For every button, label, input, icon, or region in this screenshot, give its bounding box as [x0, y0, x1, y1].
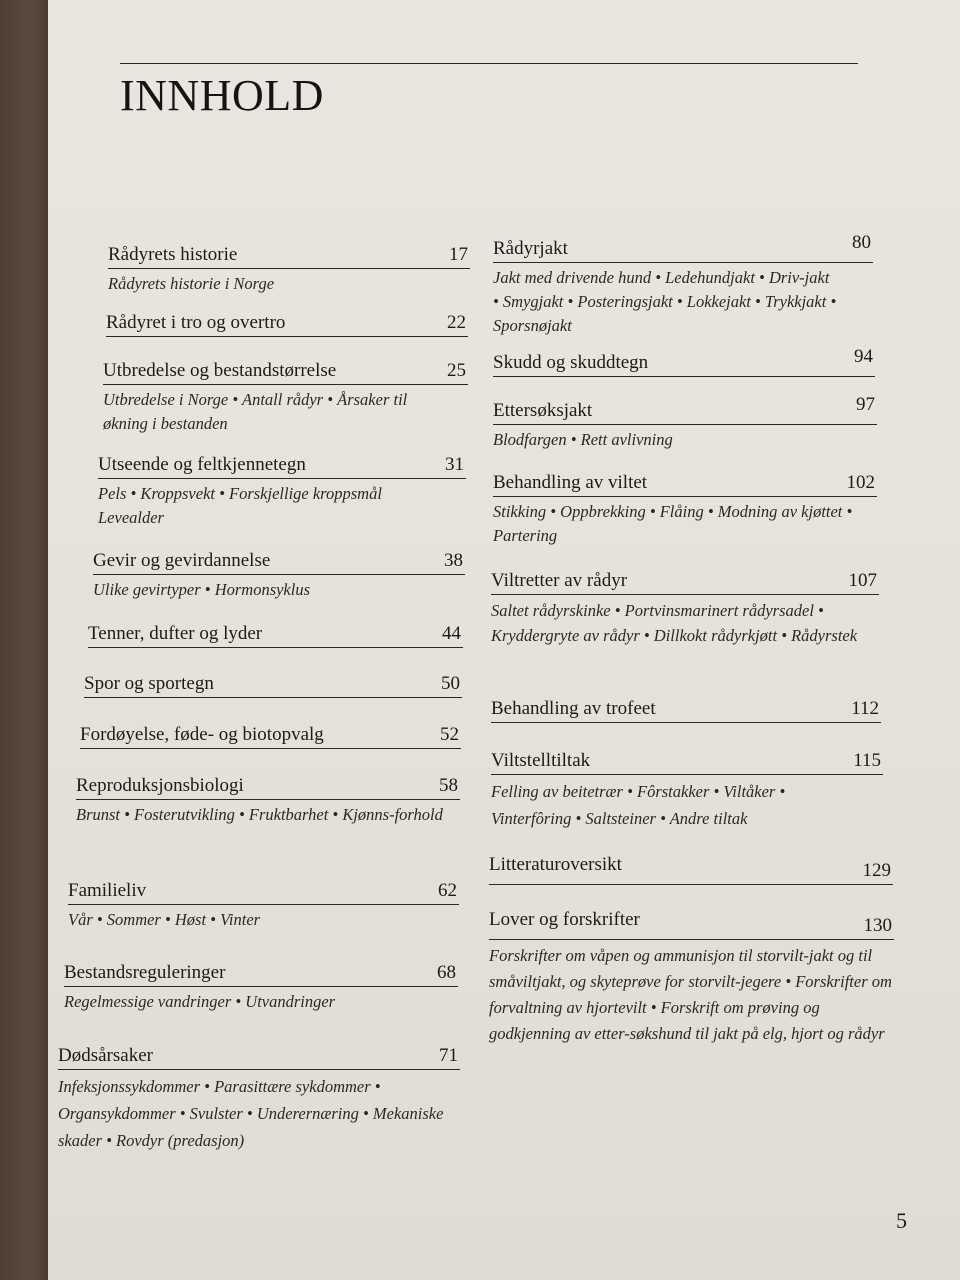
entry-title: Spor og sportegn	[84, 673, 214, 694]
entry-page-number: 62	[438, 880, 457, 901]
entry-title: Behandling av trofeet	[491, 698, 656, 719]
entry-subtopics: Vår • Sommer • Høst • Vinter	[68, 910, 261, 929]
top-rule	[120, 63, 858, 64]
toc-entry-reproduksjon[interactable]	[76, 775, 460, 827]
entry-title: Gevir og gevirdannelse	[93, 550, 271, 571]
entry-page-number: 52	[440, 724, 459, 745]
book-page	[48, 0, 960, 1280]
toc-entry-viltretter[interactable]	[491, 570, 879, 648]
entry-title: Viltstelltiltak	[491, 750, 591, 771]
entry-page-number: 80	[852, 232, 871, 253]
entry-page-number: 71	[439, 1045, 458, 1066]
entry-title: Familieliv	[68, 880, 147, 901]
toc-entry-utbredelse[interactable]	[103, 360, 468, 436]
entry-page-number: 97	[856, 394, 875, 415]
entry-page-number: 130	[863, 915, 892, 936]
entry-page-number: 102	[846, 472, 875, 493]
entry-subtopics: Regelmessige vandringer • Utvandringer	[64, 992, 336, 1011]
entry-page-number: 31	[445, 454, 464, 475]
entry-page-number: 50	[441, 673, 460, 694]
entry-page-number: 38	[444, 550, 463, 571]
entry-page-number: 44	[442, 623, 461, 644]
entry-subtopics: Forskrifter om våpen og ammunisjon til storvilt-jakt og til småviltjakt, og skyteprøve for storvilt-jegere • Forskrifter om forvaltning av hjortevilt • Forskrift om prøving og godkjenning av etter-søkshund til jakt på elg, hjort og rådyr	[489, 946, 892, 1043]
toc-entry-tro-og-overtro[interactable]	[106, 312, 468, 337]
entry-page-number: 25	[447, 360, 466, 381]
entry-title: Skudd og skuddtegn	[493, 352, 649, 373]
entry-subtopics: Utbredelse i Norge • Antall rådyr • Årsaker til økning i bestanden	[103, 390, 408, 433]
toc-entry-behandling-viltet[interactable]	[493, 472, 877, 548]
toc-entry-bestandsreguleringer[interactable]	[64, 962, 458, 1014]
entry-subtopics: Pels • Kroppsvekt • Forskjellige kroppsmål Levealder	[98, 484, 382, 527]
entry-subtopics: Blodfargen • Rett avlivning	[493, 430, 673, 449]
entry-page-number: 107	[848, 570, 877, 591]
toc-entry-litteraturoversikt[interactable]	[489, 856, 893, 885]
entry-title: Rådyret i tro og overtro	[106, 312, 286, 333]
toc-entry-spor[interactable]	[84, 673, 462, 698]
page-title: INNHOLD	[120, 71, 324, 120]
entry-subtopics: Felling av beitetrær • Fôrstakker • Viltåker • Vinterfôring • Saltsteiner • Andre tiltak	[491, 782, 786, 828]
entry-page-number: 94	[854, 346, 873, 367]
entry-page-number: 112	[851, 698, 879, 719]
entry-title: Fordøyelse, føde- og biotopvalg	[80, 724, 324, 745]
entry-title: Lover og forskrifter	[489, 909, 640, 930]
toc-entry-utseende[interactable]	[98, 454, 466, 530]
entry-title: Viltretter av rådyr	[491, 570, 628, 591]
entry-title: Litteraturoversikt	[489, 854, 622, 875]
entry-title: Tenner, dufter og lyder	[88, 623, 263, 644]
entry-subtopics: Infeksjonssykdommer • Parasittære sykdommer • Organsykdommer • Svulster • Underernæring • Mekaniske skader • Rovdyr (predasjon)	[58, 1077, 444, 1150]
toc-entry-gevir[interactable]	[93, 550, 465, 602]
toc-entry-fordoyelse[interactable]	[80, 724, 461, 749]
entry-title: Ettersøksjakt	[493, 400, 593, 421]
toc-entry-viltstelltiltak[interactable]	[491, 750, 883, 832]
entry-title: Utseende og feltkjennetegn	[98, 454, 306, 475]
toc-entry-familieliv[interactable]	[68, 880, 459, 932]
entry-subtopics: Brunst • Fosterutvikling • Fruktbarhet • Kjønns-forhold	[76, 805, 443, 824]
toc-entry-radyrets-historie[interactable]	[108, 244, 470, 296]
entry-subtopics: Rådyrets historie i Norge	[108, 274, 275, 293]
entry-title: Behandling av viltet	[493, 472, 648, 493]
entry-subtopics: Ulike gevirtyper • Hormonsyklus	[93, 580, 311, 599]
toc-entry-dodsarsaker[interactable]	[58, 1045, 460, 1154]
toc-entry-lover-og-forskrifter[interactable]	[489, 911, 894, 1047]
entry-page-number: 58	[439, 775, 458, 796]
entry-subtopics: Jakt med drivende hund • Ledehundjakt • Driv-jakt • Smygjakt • Posteringsjakt • Lokkejakt • Trykkjakt • Sporsnøjakt	[493, 268, 837, 335]
toc-entry-trofeet[interactable]	[491, 698, 881, 723]
entry-title: Dødsårsaker	[58, 1045, 153, 1066]
toc-entry-ettersoksjakt[interactable]	[493, 394, 877, 452]
entry-page-number: 22	[447, 312, 466, 333]
toc-entry-tenner[interactable]	[88, 623, 463, 648]
entry-subtopics: Saltet rådyrskinke • Portvinsmarinert rådyrsadel • Kryddergryte av rådyr • Dillkokt rådyrkjøtt • Rådyrstek	[491, 601, 858, 645]
entry-page-number: 115	[853, 750, 881, 771]
toc-entry-skudd[interactable]	[493, 346, 875, 377]
entry-page-number: 68	[437, 962, 456, 983]
entry-subtopics: Stikking • Oppbrekking • Flåing • Modning av kjøttet • Partering	[493, 502, 853, 545]
toc-entry-radyrjakt[interactable]	[493, 232, 873, 338]
entry-title: Utbredelse og bestandstørrelse	[103, 360, 337, 381]
entry-page-number: 17	[449, 244, 468, 265]
entry-title: Rådyrets historie	[108, 244, 238, 265]
entry-page-number: 129	[862, 860, 891, 881]
page-number: 5	[896, 1208, 907, 1233]
entry-title: Rådyrjakt	[493, 238, 568, 259]
entry-title: Bestandsreguleringer	[64, 962, 226, 983]
entry-title: Reproduksjonsbiologi	[76, 775, 244, 796]
